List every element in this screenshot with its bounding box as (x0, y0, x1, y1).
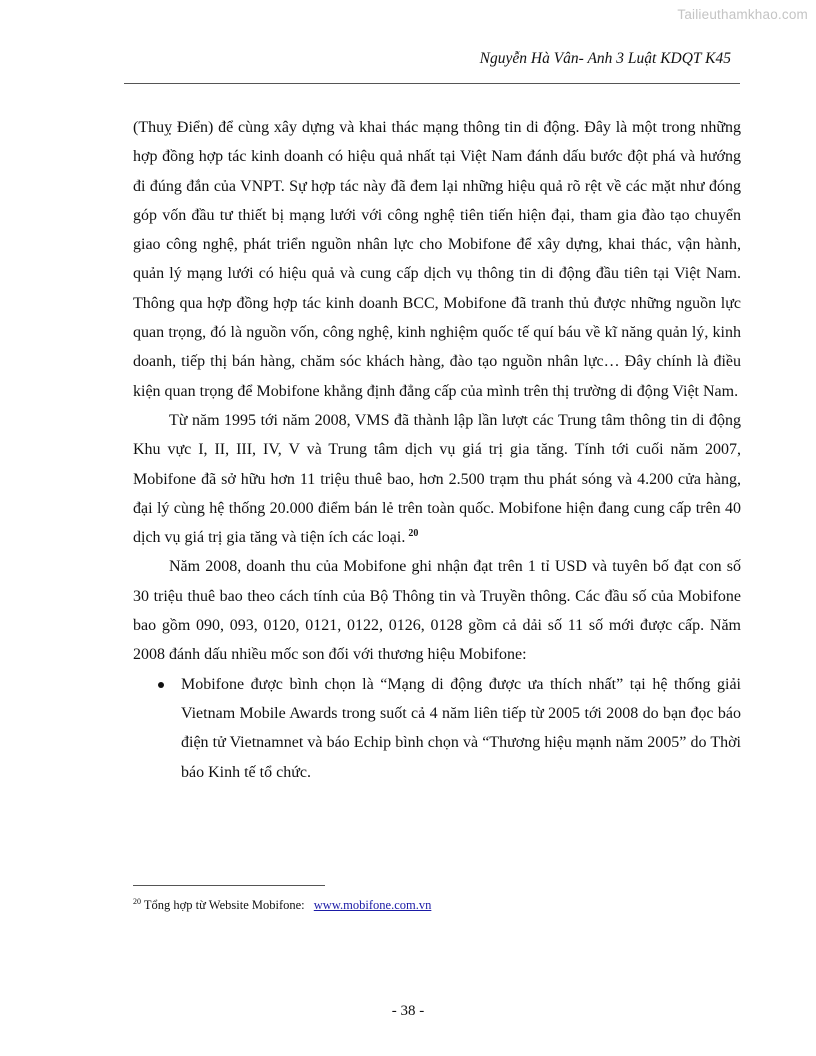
paragraph-text: Từ năm 1995 tới năm 2008, VMS đã thành lập lần lượt các Trung tâm thông tin di động Khu vực I, II, III, IV, V và Trung tâm dịch vụ giá trị gia tăng. Tính tới cuối năm 2007, Mobifone đã sở hữu hơn 11 triệu thuê bao, hơn 2.500 trạm thu phát sóng và 4.200 cửa hàng, đại lý cùng hệ thống 20.000 điểm bán lẻ trên toàn quốc. Mobifone hiện đang cung cấp trên 40 dịch vụ giá trị gia tăng và tiện ích các loại. (133, 411, 741, 547)
list-item-text: Mobifone được bình chọn là “Mạng di động được ưa thích nhất” tại hệ thống giải Vietnam Mobile Awards trong suốt cả 4 năm liên tiếp từ 2005 tới 2008 do bạn đọc báo điện tử Vietnamnet và báo Echip bình chọn và “Thương hiệu mạnh năm 2005” do Thời báo Kinh tế tổ chức. (181, 675, 741, 781)
document-body (133, 113, 741, 787)
footnote (133, 897, 431, 913)
bullet-list (133, 670, 741, 787)
footnote-divider (133, 885, 325, 886)
watermark: Tailieuthamkhao.com (677, 7, 808, 22)
paragraph: Năm 2008, doanh thu của Mobifone ghi nhận đạt trên 1 tỉ USD và tuyên bố đạt con số 30 triệu thuê bao theo cách tính của Bộ Thông tin và Truyền thông. Các đầu số của Mobifone bao gồm 090, 093, 0120, 0121, 0122, 0126, 0128 gồm cả dải số 11 số mới được cấp. Năm 2008 đánh dấu nhiều mốc son đối với thương hiệu Mobifone: (133, 558, 741, 664)
footnote-reference[interactable]: 20 (408, 527, 419, 539)
list-item (133, 670, 741, 787)
header-divider (124, 83, 740, 84)
page-header-title: Nguyễn Hà Vân- Anh 3 Luật KDQT K45 (479, 50, 731, 67)
footnote-number: 20 (133, 897, 141, 906)
bullet-icon (158, 682, 164, 688)
paragraph: (Thuỵ Điển) để cùng xây dựng và khai thác mạng thông tin di động. Đây là một trong những hợp đồng hợp tác kinh doanh có hiệu quả nhất tại Việt Nam đánh dấu bước đột phá và hướng đi đúng đắn của VNPT. Sự hợp tác này đã đem lại những hiệu quả rõ rệt về các mặt như đóng góp vốn đầu tư thiết bị mạng lưới với công nghệ tiên tiến hiện đại, tham gia đào tạo chuyển giao công nghệ, phát triển nguồn nhân lực cho Mobifone để xây dựng, khai thác, vận hành, quản lý mạng lưới có hiệu quả và cung cấp dịch vụ thông tin di động đầu tiên tại Việt Nam. Thông qua hợp đồng hợp tác kinh doanh BCC, Mobifone đã tranh thủ được những nguồn lực quan trọng, đó là nguồn vốn, công nghệ, kinh nghiệm quốc tế quí báu về kĩ năng quản lý, kinh doanh, tiếp thị bán hàng, chăm sóc khách hàng, đào tạo nguồn nhân lực… Đây chính là điều kiện quan trọng để Mobifone khẳng định đẳng cấp của mình trên thị trường di động Việt Nam. (133, 119, 741, 400)
footnote-text: Tổng hợp từ Website Mobifone: (143, 898, 305, 913)
paragraph (133, 406, 741, 552)
footnote-link[interactable]: www.mobifone.com.vn (313, 898, 432, 913)
page-number: - 38 - (391, 1003, 425, 1019)
